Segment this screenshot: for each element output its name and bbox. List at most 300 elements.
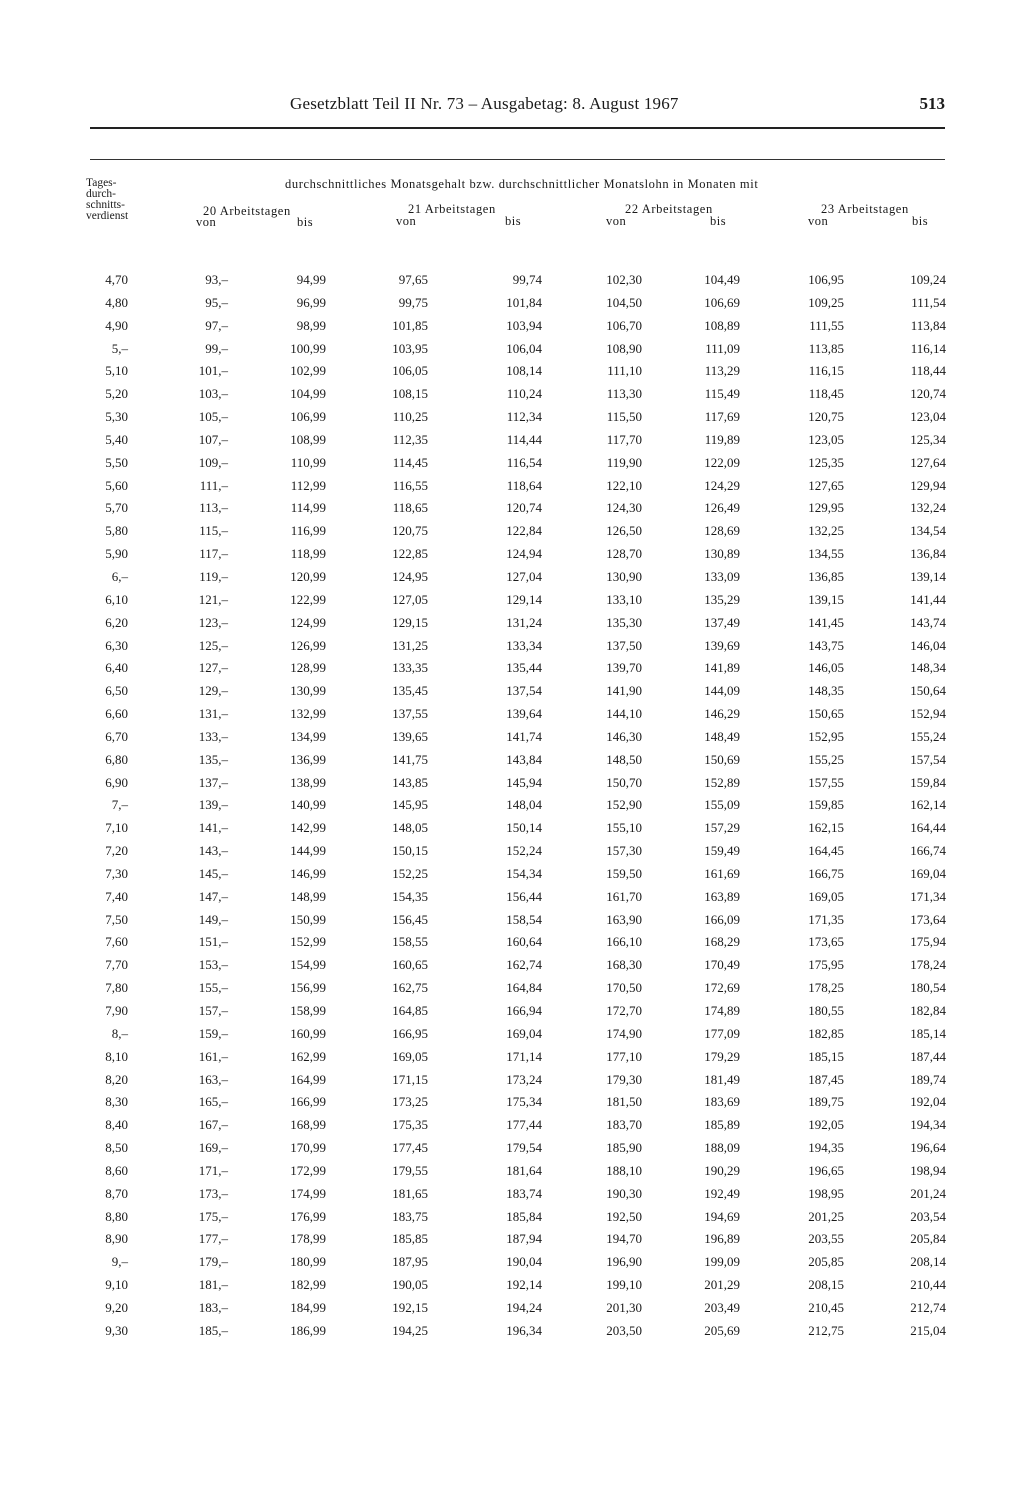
group-21-to-value: 137,54: [506, 683, 542, 699]
group-21-to-value: 194,24: [506, 1299, 542, 1315]
group-22-from-value: 161,70: [606, 888, 642, 904]
group-20-to-value: 156,99: [290, 980, 326, 996]
group-20-to-value: 140,99: [290, 797, 326, 813]
group-22-from-value: 117,70: [606, 431, 642, 447]
group-22-from-value: 201,30: [606, 1299, 642, 1315]
group-20-from-value: 165,–: [198, 1094, 228, 1110]
daily-earnings: 8,–: [111, 1025, 128, 1041]
group-20-from-value: 97,–: [205, 317, 228, 333]
group-21-from-value: 127,05: [392, 591, 428, 607]
group-23-to-value: 187,44: [910, 1048, 946, 1064]
group-20-from-value: 127,–: [198, 660, 228, 676]
daily-earnings: 5,80: [105, 523, 128, 539]
group-20-to-value: 126,99: [290, 637, 326, 653]
group-21-to-value: 179,54: [506, 1140, 542, 1156]
group-20-to-value: 96,99: [296, 294, 326, 310]
group-23-from-value: 192,05: [808, 1117, 844, 1133]
group-22-to-value: 179,29: [704, 1048, 740, 1064]
daily-earnings: 6,50: [105, 683, 128, 699]
group-22-from-value: 135,30: [606, 614, 642, 630]
table-row: [0, 957, 1024, 980]
table-row: [0, 752, 1024, 775]
group-23-to-value: 162,14: [910, 797, 946, 813]
group-20-to-value: 178,99: [290, 1231, 326, 1247]
group-23-to-value: 215,04: [910, 1322, 946, 1338]
group-21-from-value: 124,95: [392, 568, 428, 584]
group-23-to-value: 212,74: [910, 1299, 946, 1315]
group-20-to-value: 134,99: [290, 728, 326, 744]
group-20-to-value: 146,99: [290, 865, 326, 881]
group-20-to-value: 168,99: [290, 1117, 326, 1133]
group-23-to-value: 201,24: [910, 1185, 946, 1201]
table-row: [0, 1231, 1024, 1254]
group-21-from-value: 194,25: [392, 1322, 428, 1338]
group-22-from-value: 128,70: [606, 546, 642, 562]
group-20-to-value: 174,99: [290, 1185, 326, 1201]
group-22-to-value: 181,49: [704, 1071, 740, 1087]
header-rule: [90, 127, 945, 129]
group-22-to-value: 117,69: [704, 409, 740, 425]
group-20-from-value: 99,–: [205, 340, 228, 356]
group-22-to-value: 159,49: [704, 843, 740, 859]
group-21-to-value: 110,24: [506, 386, 542, 402]
group-22-from-value: 115,50: [606, 409, 642, 425]
group-22-to-value: 144,09: [704, 683, 740, 699]
group-20-to-value: 132,99: [290, 706, 326, 722]
group-20-to-value: 104,99: [290, 386, 326, 402]
group-20-from-value: 149,–: [198, 911, 228, 927]
table-row: [0, 363, 1024, 386]
group-21-to-value: 192,14: [506, 1277, 542, 1293]
table-row: [0, 638, 1024, 661]
group-23-to-value: 171,34: [910, 888, 946, 904]
table-row: [0, 980, 1024, 1003]
table-row: [0, 1277, 1024, 1300]
group-23-to-value: 189,74: [910, 1071, 946, 1087]
group-21-from-value: 106,05: [392, 363, 428, 379]
group-21-to-value: 122,84: [506, 523, 542, 539]
group-22-from-value: 133,10: [606, 591, 642, 607]
group-20-to-value: 120,99: [290, 568, 326, 584]
group-20-to-value: 150,99: [290, 911, 326, 927]
group-21-from-value: 166,95: [392, 1025, 428, 1041]
table-row: [0, 706, 1024, 729]
group-23-to-value: 178,24: [910, 957, 946, 973]
group-23-to-value: 141,44: [910, 591, 946, 607]
group-20-to-value: 160,99: [290, 1025, 326, 1041]
group-23-from-value: 136,85: [808, 568, 844, 584]
page-number: 513: [919, 94, 945, 113]
group-23-from-value: 171,35: [808, 911, 844, 927]
group-21-to-value: 160,64: [506, 934, 542, 950]
group-21-from-value: 187,95: [392, 1254, 428, 1270]
group-22-to-value: 128,69: [704, 523, 740, 539]
daily-earnings: 5,30: [105, 409, 128, 425]
table-row: [0, 1323, 1024, 1346]
table-row: [0, 386, 1024, 409]
group-22-to-value: 161,69: [704, 865, 740, 881]
group-23-from-value: 175,95: [808, 957, 844, 973]
group-21-from-value: 131,25: [392, 637, 428, 653]
group-23-to-value: 113,84: [910, 317, 946, 333]
group-22-from-value: 163,90: [606, 911, 642, 927]
group-21-from-value: 118,65: [392, 500, 428, 516]
group-21-from-value: 169,05: [392, 1048, 428, 1064]
group-22-from-value: 150,70: [606, 774, 642, 790]
table-row: [0, 1049, 1024, 1072]
group-22-from-value: 152,90: [606, 797, 642, 813]
group-23-to-value: 148,34: [910, 660, 946, 676]
group-22-to-value: 157,29: [704, 820, 740, 836]
group-21-from-value: 108,15: [392, 386, 428, 402]
table-row: [0, 1026, 1024, 1049]
group-22-from-value: 196,90: [606, 1254, 642, 1270]
group-23-to-value: 139,14: [910, 568, 946, 584]
first-column-header-line: schnitts-: [86, 199, 125, 211]
group-23-from-value: 134,55: [808, 546, 844, 562]
group-23-to-value: 157,54: [910, 751, 946, 767]
group-22-to-value: 126,49: [704, 500, 740, 516]
group-21-to-value: 175,34: [506, 1094, 542, 1110]
daily-earnings: 6,10: [105, 591, 128, 607]
group-21-to-value: 120,74: [506, 500, 542, 516]
group-21-from-value: 179,55: [392, 1162, 428, 1178]
daily-earnings: 9,30: [105, 1322, 128, 1338]
group-21-to-value: 187,94: [506, 1231, 542, 1247]
group-label-23: 23 Arbeitstagen: [821, 202, 909, 216]
table-row: [0, 775, 1024, 798]
daily-earnings: 6,60: [105, 706, 128, 722]
group-20-to-value: 98,99: [296, 317, 326, 333]
table-row: [0, 1209, 1024, 1232]
group-23-to-value: 169,04: [910, 865, 946, 881]
group-22-to-value: 188,09: [704, 1140, 740, 1156]
group-21-from-value: 154,35: [392, 888, 428, 904]
group-23-from-value: 132,25: [808, 523, 844, 539]
group-20-from-value: 117,–: [199, 546, 228, 562]
group-22-to-value: 146,29: [704, 706, 740, 722]
group-20-from-value: 145,–: [198, 865, 228, 881]
group-20-to-value: 162,99: [290, 1048, 326, 1064]
group-20-to-value: 176,99: [290, 1208, 326, 1224]
daily-earnings: 5,70: [105, 500, 128, 516]
group-20-from-value: 107,–: [198, 431, 228, 447]
group-20-from-value: 133,–: [198, 728, 228, 744]
group-20-to-value: 114,99: [290, 500, 326, 516]
group-22-to-value: 166,09: [704, 911, 740, 927]
group-23-to-value: 159,84: [910, 774, 946, 790]
daily-earnings: 8,30: [105, 1094, 128, 1110]
group-20-to-value: 118,99: [290, 546, 326, 562]
group-22-to-value: 199,09: [704, 1254, 740, 1270]
group-23-to-value: 120,74: [910, 386, 946, 402]
group-21-to-value: 148,04: [506, 797, 542, 813]
group-23-from-value: 127,65: [808, 477, 844, 493]
daily-earnings: 4,70: [105, 272, 128, 287]
group-20-from-value: 147,–: [198, 888, 228, 904]
group-22-to-value: 152,89: [704, 774, 740, 790]
group-21-from-value: 158,55: [392, 934, 428, 950]
group-22-from-value: 141,90: [606, 683, 642, 699]
group-23-to-value: 127,64: [910, 454, 946, 470]
group-21-to-value: 162,74: [506, 957, 542, 973]
daily-earnings: 6,30: [105, 637, 128, 653]
group-21-from-value: 160,65: [392, 957, 428, 973]
group-23-to-value: 109,24: [910, 272, 946, 287]
table-row: [0, 1300, 1024, 1323]
group-20-from-value: 125,–: [198, 637, 228, 653]
table-row: [0, 683, 1024, 706]
group-21-to-value: 99,74: [512, 272, 542, 287]
group-23-to-value: 175,94: [910, 934, 946, 950]
group-23-to-value: 152,94: [910, 706, 946, 722]
group-22-from-value: 181,50: [606, 1094, 642, 1110]
table-row: [0, 295, 1024, 318]
group-23-from-value: 123,05: [808, 431, 844, 447]
group-21-to-value: 169,04: [506, 1025, 542, 1041]
group-21-from-value: 177,45: [392, 1140, 428, 1156]
daily-earnings: 8,90: [105, 1231, 128, 1247]
group-21-from-value: 185,85: [392, 1231, 428, 1247]
group-23-from-value: 118,45: [808, 386, 844, 402]
group-23-from-value: 141,45: [808, 614, 844, 630]
group-21-from-value: 103,95: [392, 340, 428, 356]
group-22-to-value: 201,29: [704, 1277, 740, 1293]
group-label-22: 22 Arbeitstagen: [625, 202, 713, 216]
group-20-from-value: 129,–: [198, 683, 228, 699]
group-21-from-value: 137,55: [392, 706, 428, 722]
group-20-from-value: 173,–: [198, 1185, 228, 1201]
group-22-from-value: 203,50: [606, 1322, 642, 1338]
daily-earnings: 6,40: [105, 660, 128, 676]
table-row: [0, 1163, 1024, 1186]
group-22-from-value: 108,90: [606, 340, 642, 356]
group-22-to-value: 185,89: [704, 1117, 740, 1133]
group-label-20: 20 Arbeitstagen: [203, 204, 291, 218]
group-22-from-value: 190,30: [606, 1185, 642, 1201]
group-22-to-value: 119,89: [704, 431, 740, 447]
daily-earnings: 5,20: [105, 386, 128, 402]
group-20-to-value: 138,99: [290, 774, 326, 790]
group-23-to-value: 150,64: [910, 683, 946, 699]
group-23-from-value: 210,45: [808, 1299, 844, 1315]
group-22-from-value: 183,70: [606, 1117, 642, 1133]
group-21-to: bis: [505, 214, 522, 228]
group-22-to-value: 130,89: [704, 546, 740, 562]
group-22-from-value: 177,10: [606, 1048, 642, 1064]
group-23-from-value: 106,95: [808, 272, 844, 287]
group-23-from-value: 162,15: [808, 820, 844, 836]
group-21-to-value: 141,74: [506, 728, 542, 744]
daily-earnings: 9,–: [111, 1254, 128, 1270]
daily-earnings: 7,40: [105, 888, 128, 904]
group-23-to-value: 116,14: [910, 340, 946, 356]
group-23-from-value: 139,15: [808, 591, 844, 607]
group-22-to-value: 174,89: [704, 1003, 740, 1018]
group-21-to-value: 124,94: [506, 546, 542, 562]
daily-earnings: 9,20: [105, 1299, 128, 1315]
first-column-header-line: durch-: [86, 188, 117, 200]
group-23-to-value: 180,54: [910, 980, 946, 996]
group-23-to-value: 123,04: [910, 409, 946, 425]
group-20-to-value: 102,99: [290, 363, 326, 379]
group-21-to-value: 106,04: [506, 340, 542, 356]
group-21-from-value: 171,15: [392, 1071, 428, 1087]
table-row: [0, 1254, 1024, 1277]
group-21-from-value: 114,45: [392, 454, 428, 470]
group-21-to-value: 101,84: [506, 294, 542, 310]
group-21-from-value: 129,15: [392, 614, 428, 630]
group-21-from-value: 143,85: [392, 774, 428, 790]
group-20-from-value: 183,–: [198, 1299, 228, 1315]
group-21-from-value: 101,85: [392, 317, 428, 333]
table-row: [0, 729, 1024, 752]
page-title: Gesetzblatt Teil II Nr. 73 – Ausgabetag: 8. August 1967: [290, 94, 679, 113]
group-23-to-value: 166,74: [910, 843, 946, 859]
group-21-to-value: 112,34: [506, 409, 542, 425]
daily-earnings: 7,90: [105, 1003, 128, 1018]
daily-earnings: 8,80: [105, 1208, 128, 1224]
group-22-to-value: 122,09: [704, 454, 740, 470]
group-22-to: bis: [710, 214, 727, 228]
daily-earnings: 7,70: [105, 957, 128, 973]
group-20-from-value: 137,–: [198, 774, 228, 790]
group-21-to-value: 131,24: [506, 614, 542, 630]
group-20-from-value: 151,–: [198, 934, 228, 950]
group-21-from-value: 152,25: [392, 865, 428, 881]
group-20-from-value: 103,–: [198, 386, 228, 402]
daily-earnings: 6,–: [111, 568, 128, 584]
group-20-to-value: 100,99: [290, 340, 326, 356]
group-23-from-value: 164,45: [808, 843, 844, 859]
table-row: [0, 843, 1024, 866]
group-21-to-value: 183,74: [506, 1185, 542, 1201]
group-22-to-value: 155,09: [704, 797, 740, 813]
page-header: [90, 92, 945, 126]
group-21-from-value: 162,75: [392, 980, 428, 996]
group-23-from-value: 212,75: [808, 1322, 844, 1338]
group-20-from-value: 171,–: [198, 1162, 228, 1178]
group-20-from-value: 179,–: [198, 1254, 228, 1270]
group-23-to-value: 134,54: [910, 523, 946, 539]
group-22-to-value: 196,89: [704, 1231, 740, 1247]
group-23-from: von: [808, 214, 829, 228]
group-22-to-value: 163,89: [704, 888, 740, 904]
group-22-to-value: 150,69: [704, 751, 740, 767]
group-22-to-value: 190,29: [704, 1162, 740, 1178]
table-row: [0, 660, 1024, 683]
group-20-from-value: 161,–: [198, 1048, 228, 1064]
table-row: [0, 912, 1024, 935]
daily-earnings: 7,10: [105, 820, 128, 836]
group-23-to-value: 146,04: [910, 637, 946, 653]
table-row: [0, 866, 1024, 889]
group-23-from-value: 159,85: [808, 797, 844, 813]
group-22-from-value: 185,90: [606, 1140, 642, 1156]
daily-earnings: 7,50: [105, 911, 128, 927]
group-23-to-value: 210,44: [910, 1277, 946, 1293]
first-column-header: [86, 178, 128, 222]
group-23-from-value: 182,85: [808, 1025, 844, 1041]
group-22-to-value: 192,49: [704, 1185, 740, 1201]
group-22-from-value: 192,50: [606, 1208, 642, 1224]
group-23-to-value: 192,04: [910, 1094, 946, 1110]
daily-earnings: 8,20: [105, 1071, 128, 1087]
group-23-from-value: 205,85: [808, 1254, 844, 1270]
group-21-from-value: 120,75: [392, 523, 428, 539]
group-23-from-value: 111,55: [809, 317, 844, 333]
table-row: [0, 1140, 1024, 1163]
daily-earnings: 7,80: [105, 980, 128, 996]
group-21-from-value: 156,45: [392, 911, 428, 927]
group-20-to-value: 142,99: [290, 820, 326, 836]
group-20-from-value: 123,–: [198, 614, 228, 630]
group-23-from-value: 203,55: [808, 1231, 844, 1247]
group-20-to-value: 152,99: [290, 934, 326, 950]
table-row: [0, 409, 1024, 432]
group-22-to-value: 106,69: [704, 294, 740, 310]
daily-earnings: 7,–: [111, 797, 128, 813]
group-23-from-value: 152,95: [808, 728, 844, 744]
group-22-from-value: 174,90: [606, 1025, 642, 1041]
group-21-from-value: 110,25: [392, 409, 428, 425]
group-20-to-value: 136,99: [290, 751, 326, 767]
group-22-from-value: 155,10: [606, 820, 642, 836]
group-21-from-value: 175,35: [392, 1117, 428, 1133]
first-column-header-line: Tages-: [86, 177, 117, 189]
group-23-from-value: 201,25: [808, 1208, 844, 1224]
group-22-to-value: 172,69: [704, 980, 740, 996]
group-21-to-value: 196,34: [506, 1322, 542, 1338]
group-21-to-value: 129,14: [506, 591, 542, 607]
daily-earnings: 6,20: [105, 614, 128, 630]
group-21-to-value: 116,54: [506, 454, 542, 470]
group-21-to-value: 145,94: [506, 774, 542, 790]
group-23-from-value: 157,55: [808, 774, 844, 790]
group-20-from-value: 135,–: [198, 751, 228, 767]
group-label-21: 21 Arbeitstagen: [408, 202, 496, 216]
group-20-to-value: 154,99: [290, 957, 326, 973]
group-22-to-value: 124,29: [704, 477, 740, 493]
group-21-to-value: 133,34: [506, 637, 542, 653]
group-20-from-value: 163,–: [198, 1071, 228, 1087]
group-22-from-value: 188,10: [606, 1162, 642, 1178]
table-row: [0, 1094, 1024, 1117]
group-21-to-value: 108,14: [506, 363, 542, 379]
group-23-from-value: 187,45: [808, 1071, 844, 1087]
group-21-from-value: 135,45: [392, 683, 428, 699]
group-20-to-value: 110,99: [290, 454, 326, 470]
group-22-to-value: 139,69: [704, 637, 740, 653]
daily-earnings: 4,80: [105, 294, 128, 310]
group-22-to-value: 168,29: [704, 934, 740, 950]
group-20-to-value: 112,99: [290, 477, 326, 493]
table-row: [0, 1186, 1024, 1209]
group-23-from-value: 129,95: [808, 500, 844, 516]
group-23-from-value: 189,75: [808, 1094, 844, 1110]
table-body: [0, 272, 1024, 1346]
group-21-to-value: 177,44: [506, 1117, 542, 1133]
group-20-from-value: 119,–: [199, 568, 228, 584]
group-23-from-value: 150,65: [808, 706, 844, 722]
group-23-to: bis: [912, 214, 929, 228]
group-23-from-value: 194,35: [808, 1140, 844, 1156]
table-row: [0, 341, 1024, 364]
group-23-to-value: 208,14: [910, 1254, 946, 1270]
group-20-to-value: 106,99: [290, 409, 326, 425]
group-20-from-value: 121,–: [198, 591, 228, 607]
group-22-to-value: 177,09: [704, 1025, 740, 1041]
